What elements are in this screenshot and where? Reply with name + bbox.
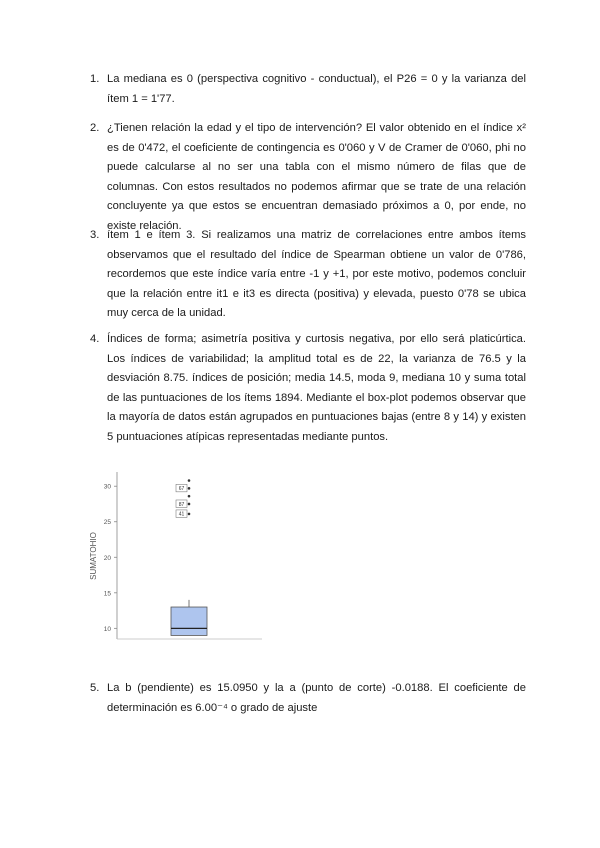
outlier-point: [188, 487, 191, 490]
item-text: La mediana es 0 (perspectiva cognitivo - conductual), el P26 = 0 y la varianza del ítem 1 = 1'77.: [107, 73, 526, 105]
item-number: 4.: [90, 333, 100, 345]
item-number: 2.: [90, 122, 100, 134]
outlier-label: 41: [178, 511, 185, 518]
y-tick-label: 10: [103, 625, 111, 633]
outlier-point: [188, 495, 191, 498]
list-item-1: [90, 70, 526, 110]
item-text: ¿Tienen relación la edad y el tipo de intervención? El valor obtenido en el índice x² es de 0'472, el coeficiente de contingencia es 0'060 y V de Cramer de 0'060, phi no puede calcularse al no ser una tabla con el mismo número de filas que de columnas. Con estos resultados no podemos afirmar que se trate de una relación concluyente ya que estos se encuentran demasiado próximos a 0, por ende, no existe relación.: [107, 122, 526, 232]
item-number: 1.: [90, 73, 100, 85]
y-tick-label: 30: [103, 483, 111, 491]
y-tick-label: 25: [103, 519, 111, 527]
item-number: 3.: [90, 229, 100, 241]
outlier-point: [188, 503, 191, 506]
outlier-point: [188, 479, 191, 482]
list-item-3: [90, 226, 526, 326]
outlier-label: 67: [178, 486, 185, 493]
item-text: La b (pendiente) es 15.0950 y la a (punto de corte) -0.0188. El coeficiente de determinación es 6.00⁻⁴ o grado de ajuste: [107, 682, 526, 714]
iqr-box: [171, 607, 207, 635]
item-text: ítem 1 e ítem 3. Si realizamos una matriz de correlaciones entre ambos ítems observamos que el resultado del índice de Spearman obtiene un valor de 0'786, recordemos que este índice varía entre -1 y +1, por este motivo, podemos concluir que la relación entre it1 e it3 es directa (positiva) y elevada, puesto 0'78 se ubica muy cerca de la unidad.: [107, 229, 526, 319]
item-text: Índices de forma; asimetría positiva y curtosis negativa, por ello será platicúrtica. Los índices de variabilidad; la amplitud total es de 22, la varianza de 76.5 y la desviación 8.75. índices de posición; media 14.5, moda 9, mediana 10 y suma total de las puntuaciones de los ítems 1894. Mediante el box-plot podemos observar que la mayoría de datos están agrupados en puntuaciones bajas (entre 8 y 14) y existen 5 puntuaciones atípicas representadas mediante puntos.: [107, 333, 526, 443]
y-axis-label: SUMATOHIO: [89, 532, 98, 580]
list-item-5: [90, 679, 526, 719]
boxplot-chart: [80, 468, 270, 648]
item-number: 5.: [90, 682, 100, 694]
list-item-4: [90, 330, 526, 450]
list-item-2: [90, 119, 526, 232]
y-tick-label: 20: [103, 554, 111, 562]
outlier-point: [188, 513, 191, 516]
y-tick-label: 15: [103, 590, 111, 598]
outlier-label: 87: [178, 501, 185, 508]
